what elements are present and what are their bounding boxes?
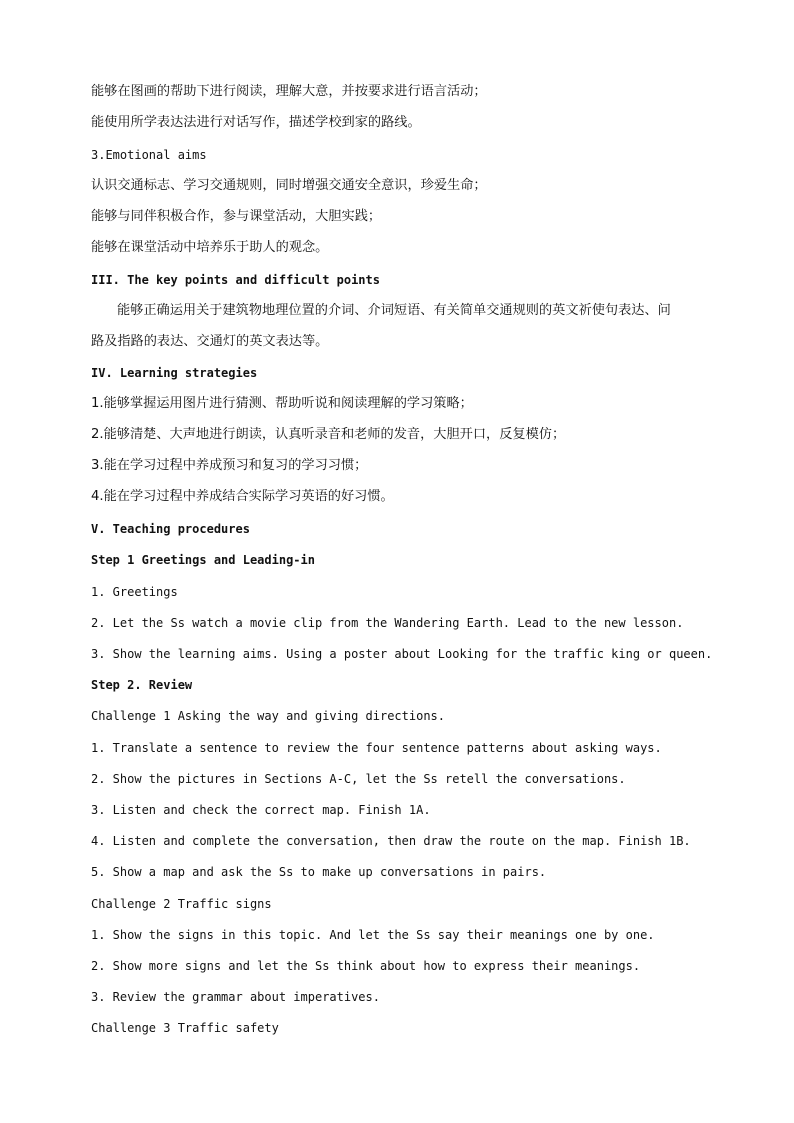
section-heading: V. Teaching procedures (91, 522, 250, 536)
text-line: 能够与同伴积极合作，参与课堂活动，大胆实践； (91, 209, 382, 224)
step-heading: Step 2. Review (91, 678, 193, 692)
list-item: 5. Show a map and ask the Ss to make up conversations in pairs. (91, 865, 547, 879)
challenge-heading: Challenge 3 Traffic safety (91, 1021, 279, 1035)
list-item: 3. Show the learning aims. Using a poster about Looking for the traffic king or queen. (91, 647, 713, 661)
list-item: 3.能在学习过程中养成预习和复习的学习习惯； (91, 458, 368, 473)
paragraph-line: 路及指路的表达、交通灯的英文表达等。 (91, 334, 329, 349)
list-item: 2.能够清楚、大声地进行朗读，认真听录音和老师的发音，大胆开口，反复模仿； (91, 427, 566, 442)
challenge-heading: Challenge 1 Asking the way and giving directions. (91, 709, 446, 723)
challenge-heading: Challenge 2 Traffic signs (91, 897, 272, 911)
list-item: 1. Translate a sentence to review the four sentence patterns about asking ways. (91, 741, 662, 755)
list-item: 2. Show more signs and let the Ss think about how to express their meanings. (91, 959, 641, 973)
list-item: 3. Review the grammar about imperatives. (91, 990, 380, 1004)
text-line: 能够在课堂活动中培养乐于助人的观念。 (91, 240, 329, 255)
section-heading: III. The key points and difficult points (91, 273, 380, 287)
list-item: 2. Let the Ss watch a movie clip from the Wandering Earth. Lead to the new lesson. (91, 616, 684, 630)
list-item: 1.能够掌握运用图片进行猜测、帮助听说和阅读理解的学习策略； (91, 396, 473, 411)
list-item: 4. Listen and complete the conversation, then draw the route on the map. Finish 1B. (91, 834, 691, 848)
text-line: 能够在图画的帮助下进行阅读，理解大意，并按要求进行语言活动； (91, 84, 487, 99)
text-line: 能使用所学表达法进行对话写作，描述学校到家的路线。 (91, 115, 421, 130)
list-item: 4.能在学习过程中养成结合实际学习英语的好习惯。 (91, 489, 394, 504)
text-line: 认识交通标志、学习交通规则，同时增强交通安全意识，珍爱生命； (91, 178, 487, 193)
step-heading: Step 1 Greetings and Leading-in (91, 553, 315, 567)
list-item: 3. Listen and check the correct map. Finish 1A. (91, 803, 431, 817)
section-heading: IV. Learning strategies (91, 366, 258, 380)
list-item: 2. Show the pictures in Sections A-C, let the Ss retell the conversations. (91, 772, 626, 786)
subheading: 3.Emotional aims (91, 148, 207, 162)
paragraph-line: 能够正确运用关于建筑物地理位置的介词、介词短语、有关简单交通规则的英文祈使句表达、问 (117, 303, 671, 318)
list-item: 1. Show the signs in this topic. And let the Ss say their meanings one by one. (91, 928, 655, 942)
list-item: 1. Greetings (91, 585, 178, 599)
